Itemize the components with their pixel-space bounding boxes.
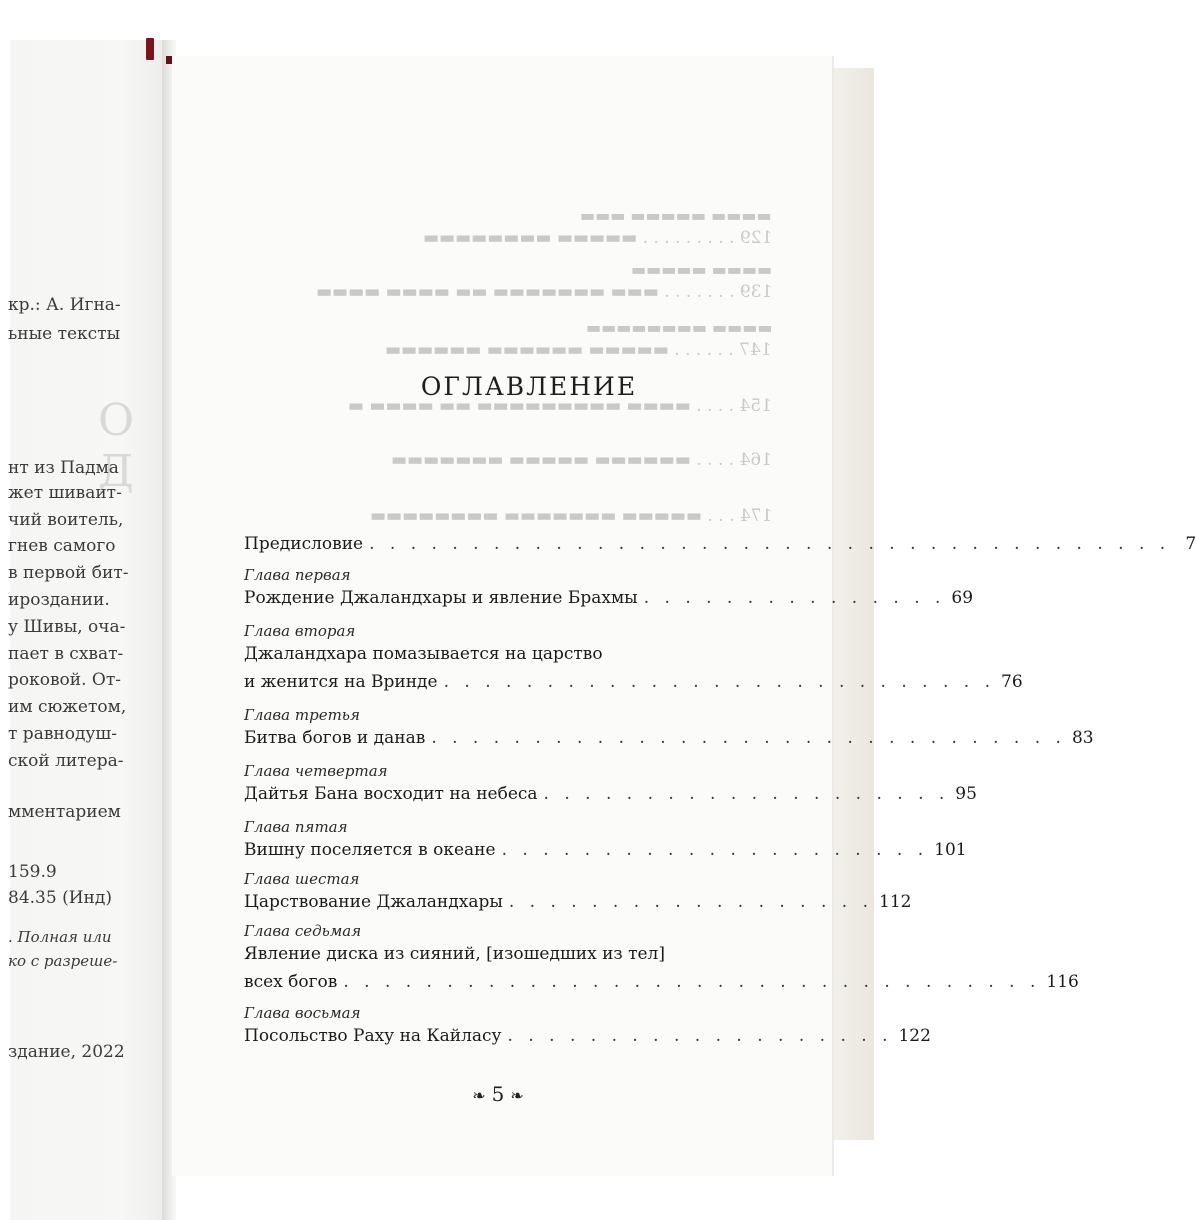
toc-entry-title: Дайтья Бана восходит на небеса — [244, 784, 538, 804]
left-page-line: кр.: А. Игна- — [8, 295, 121, 315]
left-page-line: . Полная или — [8, 928, 112, 946]
bleed-through: 129 . . . . . . . . . ▬▬▬▬▬ ▬▬▬▬▬▬▬▬ — [422, 228, 772, 248]
left-page-line: гнев самого — [8, 536, 116, 556]
toc-entry-title: Посольство Раху на Кайласу — [244, 1026, 502, 1046]
toc-entry-chapter-1[interactable] — [244, 566, 974, 614]
bookmark-ribbon — [146, 38, 154, 60]
toc-heading: ОГЛАВЛЕНИЕ — [420, 372, 638, 401]
toc-page-number: 7 — [1185, 534, 1196, 554]
left-page-line: нт из Падма — [8, 458, 119, 478]
fleuron-right-icon: ❧ — [510, 1086, 524, 1105]
toc-entry-title-cont: и женится на Вринде — [244, 672, 438, 692]
left-page-line: им сюжетом, — [8, 697, 127, 717]
bleed-through: 147 . . . . . . ▬▬▬▬▬ ▬▬▬▬▬▬ ▬▬▬▬▬▬ — [385, 340, 772, 360]
left-page-line: здание, 2022 — [8, 1042, 125, 1062]
bleed-through: ▬▬▬▬ ▬▬▬▬▬▬▬▬ — [585, 318, 772, 337]
left-page-line: мментарием — [8, 802, 121, 822]
left-page-line: чий воитель, — [8, 510, 124, 530]
toc-entry-chapter-3[interactable] — [244, 706, 1094, 754]
leader-dots: . . . . . . . . . . . . . . . . . . — [508, 892, 874, 912]
toc-page-number: 122 — [898, 1026, 931, 1046]
left-page-line: пает в схват- — [8, 644, 124, 664]
toc-page-number: 116 — [1046, 972, 1079, 992]
chapter-label: Глава восьмая — [244, 1004, 361, 1022]
toc-entry-preface[interactable] — [244, 534, 1196, 560]
toc-entry-title: Вишну поселяется в океане — [244, 840, 496, 860]
bleed-through: 154 . . . . ▬▬▬▬ ▬▬▬▬▬▬▬▬▬ ▬▬ ▬▬▬▬ ▬ — [348, 396, 772, 416]
toc-entry-chapter-7[interactable] — [244, 922, 1079, 998]
page-number-footer — [458, 1082, 538, 1106]
left-page-line: 84.35 (Инд) — [8, 888, 112, 908]
chapter-label: Глава первая — [244, 566, 351, 584]
leader-dots: . . . . . . . . . . . . . . . . . . . . . . . . . . . . . . . . . . — [343, 972, 1041, 992]
bleed-through: ▬▬▬▬ ▬▬▬▬▬ — [630, 260, 772, 279]
folio-number: 5 — [491, 1082, 505, 1106]
chapter-label: Глава шестая — [244, 870, 360, 888]
chapter-label: Глава четвертая — [244, 762, 388, 780]
left-page-line: ироздании. — [8, 590, 110, 610]
toc-page-number: 95 — [955, 784, 977, 804]
leader-dots: . . . . . . . . . . . . . . . . . . . . . . . . . . . . . . . — [431, 728, 1066, 748]
toc-entry-chapter-6[interactable] — [244, 870, 912, 918]
bleed-through: 174 . . . ▬▬▬▬▬ ▬▬▬▬▬▬▬ ▬▬▬▬▬▬▬▬ — [369, 506, 772, 526]
toc-entry-title: Предисловие — [244, 534, 364, 554]
toc-entry-title: Битва богов и данав — [244, 728, 426, 748]
toc-entry-chapter-2[interactable] — [244, 622, 1023, 698]
bleed-through: 139 . . . . . . . ▬▬▬ ▬▬▬▬▬▬▬ ▬▬ ▬▬▬▬ ▬▬▬▬ — [315, 282, 772, 302]
left-page-line: т равнодуш- — [8, 724, 117, 744]
fleuron-left-icon: ❧ — [472, 1086, 486, 1105]
left-page-line: ко с разреше- — [8, 952, 118, 970]
toc-page-number: 112 — [879, 892, 912, 912]
toc-entry-title: Царствование Джаландхары — [244, 892, 503, 912]
toc-entry-title: Явление диска из сияний, [изошедших из тел] — [244, 944, 665, 964]
toc-page-number: 101 — [934, 840, 967, 860]
left-page-line: ьные тексты — [8, 324, 121, 344]
left-page-line: ской литера- — [8, 751, 124, 771]
left-page-line: жет шиваит- — [8, 483, 122, 503]
toc-entry-title-cont: всех богов — [244, 972, 338, 992]
chapter-label: Глава пятая — [244, 818, 348, 836]
toc-page-number: 83 — [1071, 728, 1094, 748]
leader-dots: . . . . . . . . . . . . . . . . . . . . . . . . . . . — [443, 672, 995, 692]
toc-page-number: 76 — [1001, 672, 1023, 692]
bleed-through-letters: О Д — [98, 395, 141, 497]
left-page-line: в первой бит- — [8, 563, 129, 583]
leader-dots: . . . . . . . . . . . . . . . . . . . . . — [501, 840, 929, 860]
leader-dots: . . . . . . . . . . . . . . . . . . . . . . . . . . . . . . . . . . . . . . . — [369, 534, 1171, 554]
left-page-line: роковой. От- — [8, 670, 122, 690]
chapter-label: Глава третья — [244, 706, 360, 724]
toc-page-number: 69 — [951, 588, 974, 608]
left-page-line: у Шивы, оча- — [8, 617, 126, 637]
toc-entry-chapter-8[interactable] — [244, 1004, 931, 1052]
previous-page — [10, 40, 170, 1220]
bleed-through: ▬▬▬▬ ▬▬▬▬▬ ▬▬▬ — [580, 206, 772, 225]
leader-dots: . . . . . . . . . . . . . . . . . . . . — [543, 784, 950, 804]
left-page-line: 159.9 — [8, 862, 57, 882]
leader-dots: . . . . . . . . . . . . . . . — [643, 588, 946, 608]
chapter-label: Глава седьмая — [244, 922, 362, 940]
toc-entry-chapter-5[interactable] — [244, 818, 967, 866]
chapter-label: Глава вторая — [244, 622, 356, 640]
bleed-through: 164 . . . . ▬▬▬▬▬▬ ▬▬▬▬▬ ▬▬▬▬▬▬▬ — [390, 450, 772, 470]
toc-entry-chapter-4[interactable] — [244, 762, 977, 810]
toc-entry-title: Рождение Джаландхары и явление Брахмы — [244, 588, 638, 608]
leader-dots: . . . . . . . . . . . . . . . . . . . — [507, 1026, 893, 1046]
toc-entry-title: Джаландхара помазывается на царство — [244, 644, 603, 664]
